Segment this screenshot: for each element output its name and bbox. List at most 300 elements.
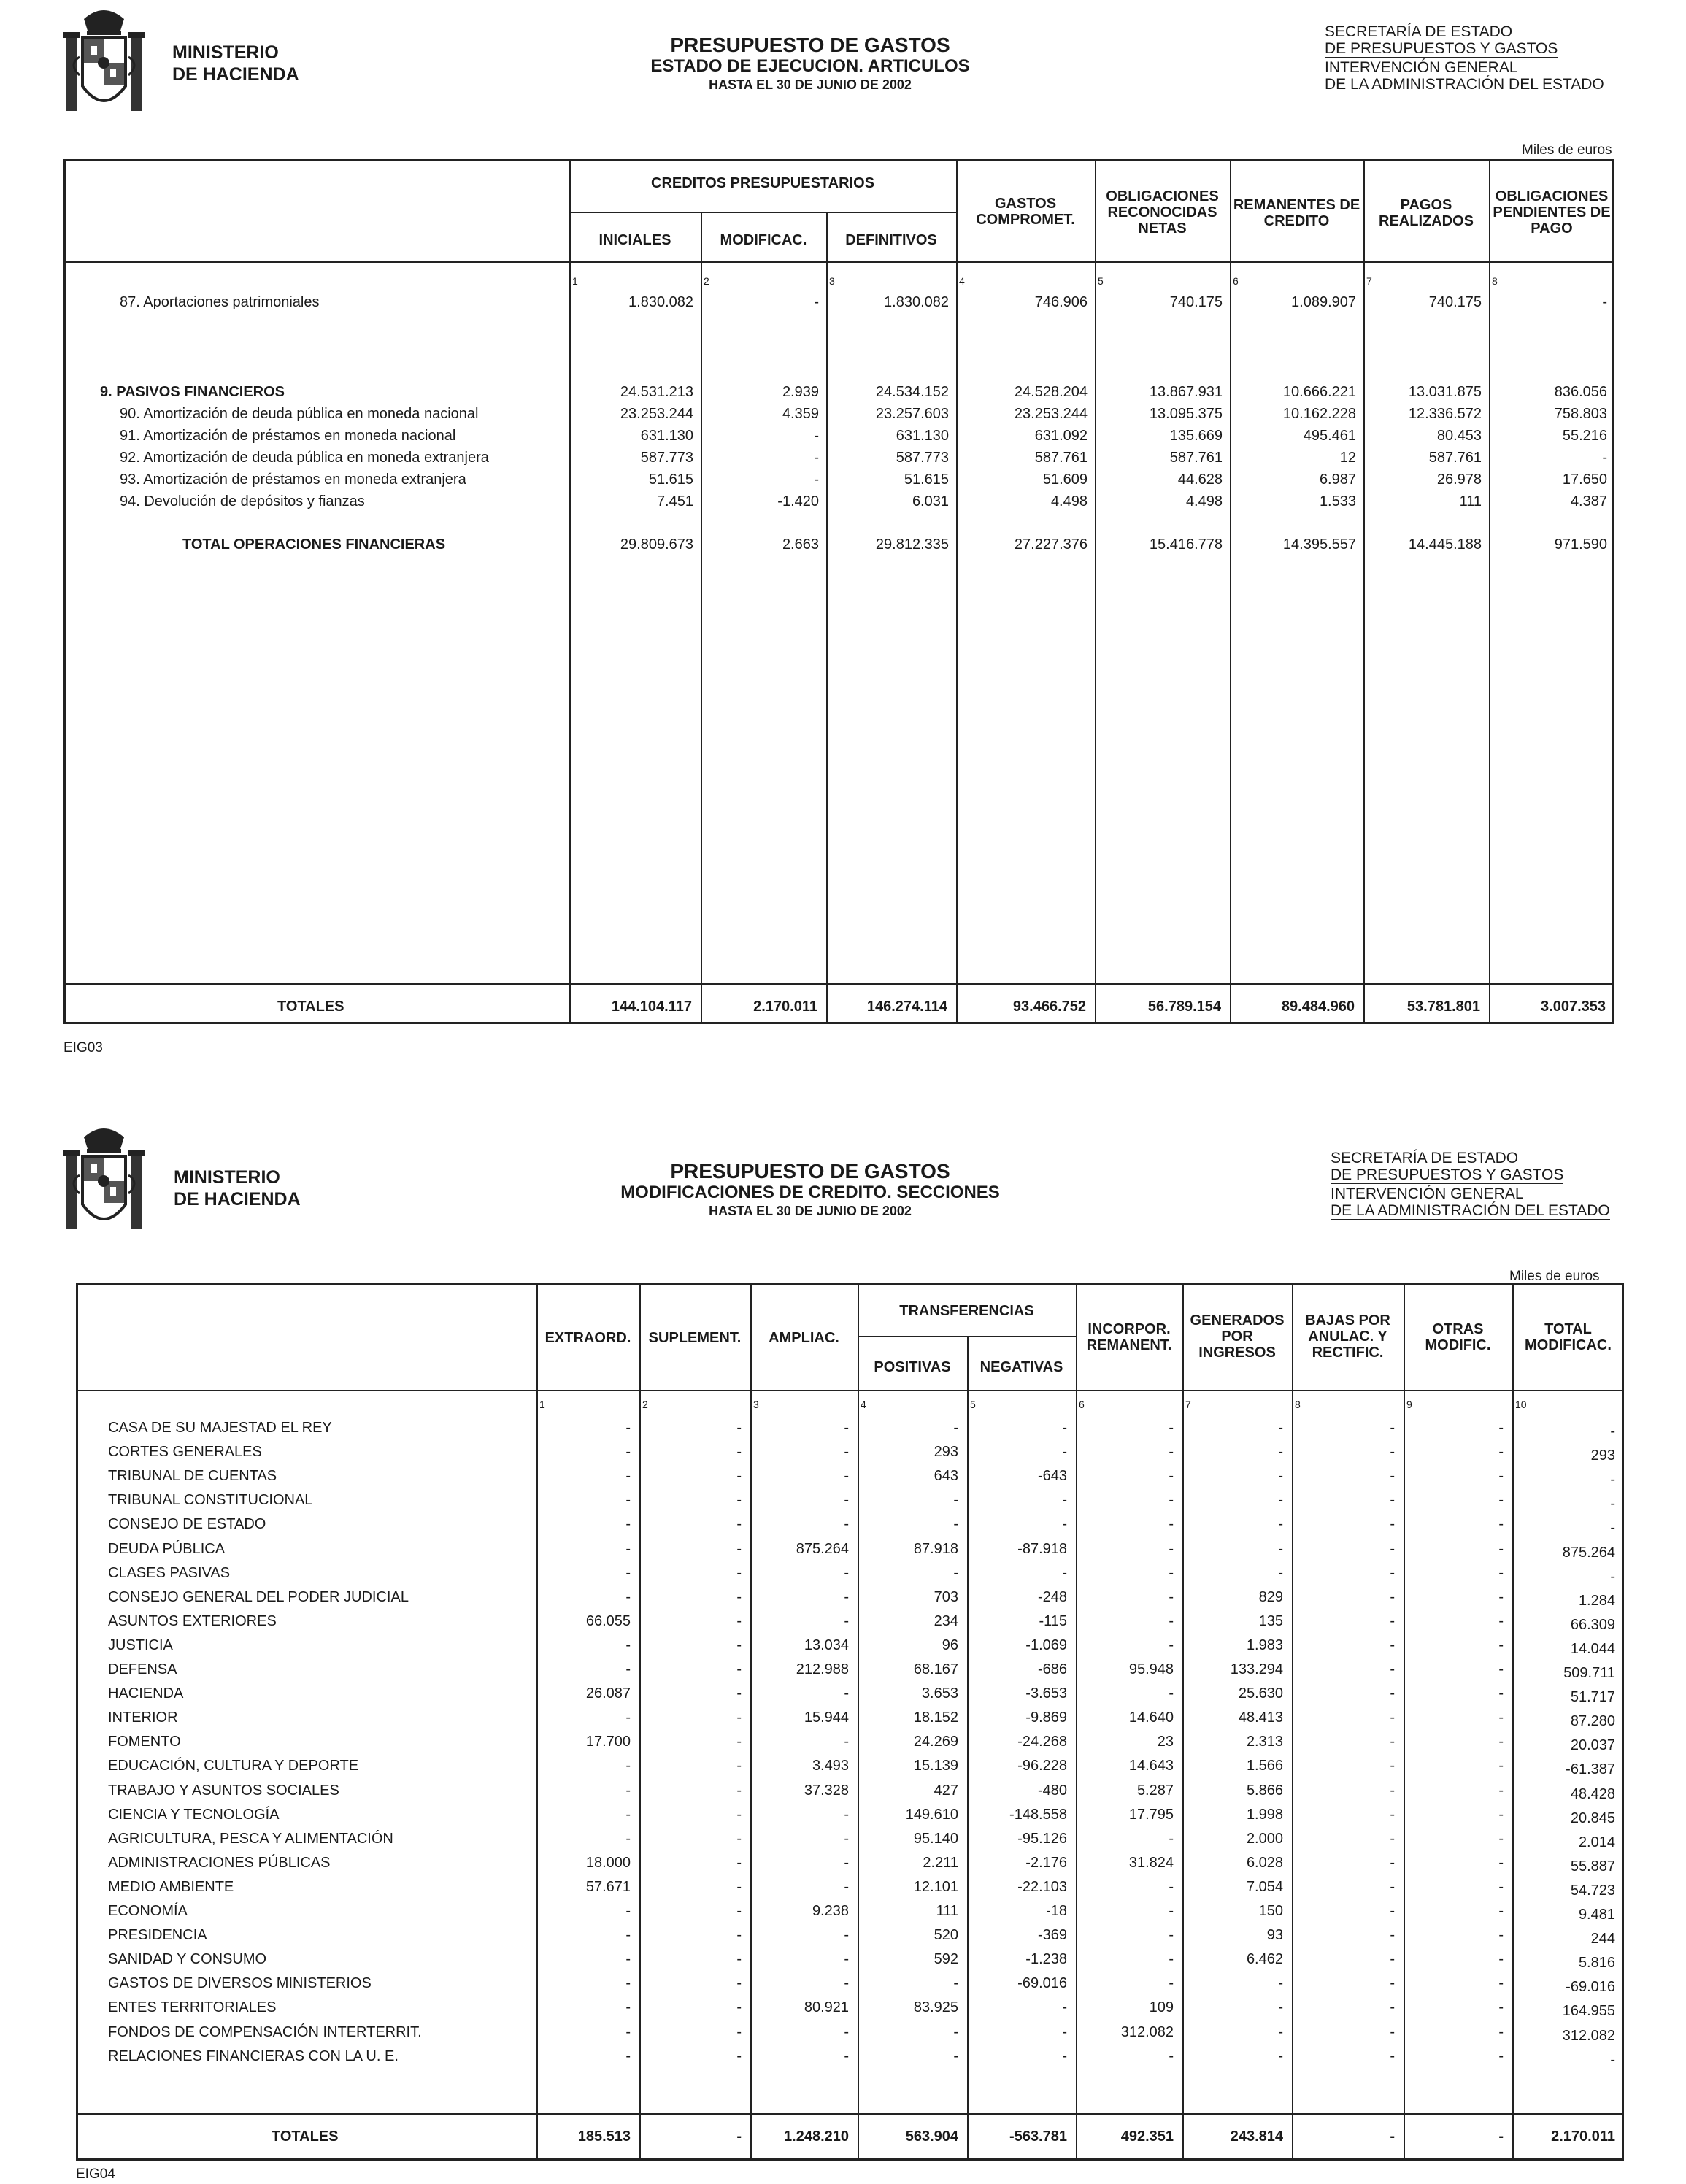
table-cell: - <box>1390 1927 1395 1943</box>
table-cell: - <box>814 294 819 310</box>
table-cell: - <box>625 1783 631 1799</box>
table-cell: - <box>1169 1565 1174 1581</box>
row-label: 92. Amortización de deuda pública en moneda extranjera <box>120 450 489 466</box>
table-cell: - <box>1602 450 1607 466</box>
column-header: OBLIGACIONES RECONOCIDAS NETAS <box>1106 188 1219 237</box>
column-header: OBLIGACIONES PENDIENTES DE PAGO <box>1493 188 1611 237</box>
table-cell: 15.944 <box>804 1710 849 1726</box>
row-label: HACIENDA <box>108 1685 184 1702</box>
table-cell: - <box>1390 1951 1395 1967</box>
table-cell: 212.988 <box>796 1661 849 1677</box>
column-number: 3 <box>829 275 835 287</box>
table-cell: - <box>625 1927 631 1943</box>
table-cell: - <box>1498 1807 1504 1823</box>
table-cell: - <box>1169 1492 1174 1508</box>
table-cell: - <box>1390 1492 1395 1508</box>
table-cell: - <box>1278 1565 1283 1581</box>
office-line-2: DE PRESUPUESTOS Y GASTOS <box>1331 1166 1564 1183</box>
table-cell: - <box>844 1613 849 1629</box>
ministry-name <box>174 1166 301 1210</box>
office-line-1: SECRETARÍA DE ESTADO <box>1325 23 1513 40</box>
column-number: 1 <box>572 275 578 287</box>
table-cell: - <box>1062 1444 1067 1460</box>
table-cell: -3.653 <box>1025 1685 1067 1702</box>
table-cell: - <box>1278 1492 1283 1508</box>
table-cell: 509.711 <box>1563 1665 1615 1681</box>
table-cell: -24.268 <box>1017 1734 1067 1750</box>
column-header: OTRAS MODIFIC. <box>1425 1321 1491 1353</box>
table-cell: - <box>844 1807 849 1823</box>
column-number: 2 <box>642 1399 648 1410</box>
table-cell: -369 <box>1037 1927 1067 1943</box>
table-cell: 80.453 <box>1436 428 1482 444</box>
table-cell: 93 <box>1266 1927 1283 1943</box>
table-cell: 875.264 <box>1562 1545 1615 1561</box>
table-cell: - <box>736 1444 742 1460</box>
table-cell: - <box>1390 1783 1395 1799</box>
table-cell: - <box>1278 1444 1283 1460</box>
report-title: PRESUPUESTO DE GASTOS <box>670 1160 950 1183</box>
table-cell: 14.044 <box>1570 1641 1615 1657</box>
table-cell: - <box>844 1831 849 1847</box>
table-cell: - <box>1169 1589 1174 1605</box>
ministry-line-2: DE HACIENDA <box>174 1189 301 1210</box>
table-cell: - <box>1169 1903 1174 1919</box>
table-cell: 15.416.778 <box>1149 537 1223 553</box>
table-cell: - <box>736 1975 742 1991</box>
table-cell: - <box>1610 2052 1615 2068</box>
table-cell: - <box>736 1468 742 1484</box>
table-cell: -2.176 <box>1025 1855 1067 1871</box>
table-cell: - <box>1498 1710 1504 1726</box>
table-cell: - <box>953 1420 958 1436</box>
table-cell: 631.130 <box>640 428 693 444</box>
table-cell: 875.264 <box>796 1541 849 1557</box>
table-cell: 23 <box>1157 1734 1174 1750</box>
ministry-line-2: DE HACIENDA <box>172 64 299 85</box>
table-cell: - <box>1498 1855 1504 1871</box>
issuing-office <box>1331 1150 1623 1220</box>
table-cell: 5.866 <box>1246 1783 1283 1799</box>
row-label: TOTAL OPERACIONES FINANCIERAS <box>182 537 446 553</box>
row-label: 87. Aportaciones patrimoniales <box>120 294 320 310</box>
table-cell: - <box>1390 1758 1395 1774</box>
table-cell: 2.663 <box>782 537 819 553</box>
table-cell: - <box>1390 1734 1395 1750</box>
totals-label: TOTALES <box>277 999 344 1015</box>
totals-cell: - <box>736 2129 742 2145</box>
table-cell: - <box>736 1758 742 1774</box>
column-divider <box>1095 159 1096 1024</box>
table-cell: 164.955 <box>1562 2003 1615 2019</box>
table-cell: - <box>1498 1444 1504 1460</box>
column-number: 5 <box>1098 275 1104 287</box>
table-cell: - <box>1390 1879 1395 1895</box>
table-cell: - <box>1169 1831 1174 1847</box>
table-cell: - <box>953 1516 958 1532</box>
table-cell: - <box>625 1758 631 1774</box>
table-cell: - <box>736 1855 742 1871</box>
group-header: CREDITOS PRESUPUESTARIOS <box>651 175 874 191</box>
column-divider <box>1363 159 1365 1024</box>
column-header: BAJAS POR ANULAC. Y RECTIFIC. <box>1305 1312 1390 1361</box>
table-cell: - <box>1062 1420 1067 1436</box>
table-cell: 2.313 <box>1246 1734 1283 1750</box>
table-cell: 66.309 <box>1570 1617 1615 1633</box>
column-divider <box>956 159 958 1024</box>
table-cell: 703 <box>934 1589 958 1605</box>
row-label: CIENCIA Y TECNOLOGÍA <box>108 1807 280 1823</box>
table-cell: - <box>1390 1807 1395 1823</box>
table-cell: - <box>1169 1516 1174 1532</box>
table-cell: - <box>1169 1468 1174 1484</box>
table-cell: 592 <box>934 1951 958 1967</box>
row-label: FOMENTO <box>108 1734 181 1750</box>
column-header: AMPLIAC. <box>769 1330 839 1346</box>
units-label: Miles de euros <box>1509 1269 1600 1284</box>
table-cell: - <box>1390 1831 1395 1847</box>
table-cell: 4.498 <box>1185 493 1223 510</box>
table-cell: 48.428 <box>1570 1786 1615 1802</box>
column-header: GASTOS COMPROMET. <box>976 196 1075 228</box>
table-cell: -87.918 <box>1017 1541 1067 1557</box>
table-cell: - <box>625 2048 631 2064</box>
table-cell: - <box>1062 1565 1067 1581</box>
row-label: ENTES TERRITORIALES <box>108 1999 277 2015</box>
table-cell: - <box>1169 2048 1174 2064</box>
column-number: 7 <box>1366 275 1372 287</box>
table-cell: - <box>625 1975 631 1991</box>
row-label: 90. Amortización de deuda pública en moneda nacional <box>120 406 479 422</box>
row-label: CORTES GENERALES <box>108 1444 262 1460</box>
column-header: MODIFICAC. <box>720 232 807 248</box>
row-label: JUSTICIA <box>108 1637 173 1653</box>
table-cell: - <box>1498 1516 1504 1532</box>
table-cell: 1.983 <box>1246 1637 1283 1653</box>
row-label: TRIBUNAL DE CUENTAS <box>108 1468 277 1484</box>
row-label: TRABAJO Y ASUNTOS SOCIALES <box>108 1783 339 1799</box>
table-cell: - <box>1498 1492 1504 1508</box>
row-label: 93. Amortización de préstamos en moneda extranjera <box>120 472 466 488</box>
table-cell: - <box>1498 1637 1504 1653</box>
row-label: PRESIDENCIA <box>108 1927 207 1943</box>
totals-cell: 492.351 <box>1120 2129 1174 2145</box>
column-number: 3 <box>753 1399 759 1410</box>
table-cell: - <box>736 1879 742 1895</box>
table-cell: - <box>1390 1661 1395 1677</box>
table-cell: -22.103 <box>1017 1879 1067 1895</box>
table-cell: - <box>1498 1589 1504 1605</box>
table-cell: 24.534.152 <box>875 384 949 400</box>
table-cell: - <box>1610 1496 1615 1512</box>
table-cell: - <box>844 1420 849 1436</box>
table-cell: - <box>1062 1492 1067 1508</box>
group-header: TRANSFERENCIAS <box>899 1303 1034 1319</box>
table-cell: - <box>953 2048 958 2064</box>
table-cell: - <box>1610 1472 1615 1488</box>
table-cell: - <box>736 1637 742 1653</box>
table-cell: - <box>844 1685 849 1702</box>
table-cell: - <box>625 1565 631 1581</box>
table-cell: - <box>1498 1951 1504 1967</box>
table-cell: 13.867.931 <box>1149 384 1223 400</box>
totals-cell: 89.484.960 <box>1281 999 1355 1015</box>
table-cell: 1.830.082 <box>628 294 693 310</box>
table-cell: - <box>1390 1637 1395 1653</box>
totals-cell: -563.781 <box>1009 2129 1067 2145</box>
table-cell: - <box>1498 2048 1504 2064</box>
header-divider <box>76 1390 1624 1391</box>
totals-cell: 563.904 <box>905 2129 958 2145</box>
table-cell: 95.948 <box>1128 1661 1174 1677</box>
table-cell: -9.869 <box>1025 1710 1067 1726</box>
table-cell: 312.082 <box>1562 2028 1615 2044</box>
column-divider <box>826 212 828 1024</box>
table-cell: 2.211 <box>923 1855 958 1871</box>
table-cell: - <box>1390 1710 1395 1726</box>
totals-cell: 93.466.752 <box>1012 999 1086 1015</box>
table-cell: 2.939 <box>782 384 819 400</box>
table-cell: - <box>844 2024 849 2040</box>
table-cell: 6.028 <box>1246 1855 1283 1871</box>
totals-cell: 146.274.114 <box>866 999 947 1015</box>
table-cell: 23.253.244 <box>620 406 693 422</box>
group-divider <box>569 212 956 213</box>
table-cell: -1.420 <box>777 493 819 510</box>
table-cell: 1.284 <box>1578 1593 1615 1609</box>
table-cell: 31.824 <box>1128 1855 1174 1871</box>
table-cell: - <box>844 1565 849 1581</box>
table-cell: - <box>625 1420 631 1436</box>
row-label: ECONOMÍA <box>108 1903 188 1919</box>
table-cell: 25.630 <box>1238 1685 1283 1702</box>
column-header: TOTAL MODIFICAC. <box>1525 1321 1612 1353</box>
table-cell: - <box>736 1807 742 1823</box>
table-cell: -115 <box>1039 1613 1067 1629</box>
table-cell: 17.650 <box>1562 472 1607 488</box>
table-cell: - <box>1278 1541 1283 1557</box>
table-cell: 427 <box>934 1783 958 1799</box>
column-number: 6 <box>1233 275 1239 287</box>
table-cell: - <box>1498 1783 1504 1799</box>
totals-label: TOTALES <box>272 2129 339 2145</box>
table-cell: 5.287 <box>1136 1783 1174 1799</box>
report-subtitle: ESTADO DE EJECUCION. ARTICULOS <box>650 56 970 76</box>
table-cell: 51.609 <box>1042 472 1088 488</box>
row-label: INTERIOR <box>108 1710 178 1726</box>
table-cell: 4.498 <box>1050 493 1088 510</box>
table-cell: 4.387 <box>1570 493 1607 510</box>
table-cell: - <box>1278 1468 1283 1484</box>
table-cell: 87.918 <box>913 1541 958 1557</box>
table-cell: - <box>1062 1516 1067 1532</box>
table-cell: - <box>1390 1468 1395 1484</box>
table-cell: - <box>625 1661 631 1677</box>
table-cell: -148.558 <box>1009 1807 1067 1823</box>
table-cell: 9.481 <box>1578 1907 1615 1923</box>
column-header: POSITIVAS <box>874 1359 951 1375</box>
table-cell: - <box>953 2024 958 2040</box>
table-cell: - <box>1390 1685 1395 1702</box>
column-number: 8 <box>1295 1399 1301 1410</box>
table-cell: - <box>1498 1468 1504 1484</box>
table-cell: 29.812.335 <box>875 537 949 553</box>
row-label: CLASES PASIVAS <box>108 1565 231 1581</box>
table-frame <box>63 159 1614 1024</box>
table-cell: 587.761 <box>1428 450 1482 466</box>
table-cell: 135 <box>1258 1613 1283 1629</box>
column-number: 5 <box>970 1399 976 1410</box>
row-label: TRIBUNAL CONSTITUCIONAL <box>108 1492 313 1508</box>
table-cell: 15.139 <box>913 1758 958 1774</box>
column-number: 1 <box>539 1399 545 1410</box>
table-cell: 12.336.572 <box>1408 406 1482 422</box>
table-cell: 48.413 <box>1238 1710 1283 1726</box>
table-cell: 80.921 <box>804 1999 849 2015</box>
table-cell: 587.761 <box>1034 450 1088 466</box>
table-cell: - <box>814 450 819 466</box>
table-cell: - <box>736 1589 742 1605</box>
table-cell: - <box>625 1637 631 1653</box>
totals-cell: 2.170.011 <box>1551 2129 1615 2145</box>
column-number: 4 <box>959 275 965 287</box>
table-cell: 1.830.082 <box>884 294 949 310</box>
row-label: 9. PASIVOS FINANCIEROS <box>100 384 285 400</box>
column-number: 2 <box>704 275 709 287</box>
table-cell: 6.462 <box>1246 1951 1283 1967</box>
table-cell: 2.014 <box>1578 1834 1615 1850</box>
table-cell: - <box>1169 1685 1174 1702</box>
table-cell: - <box>1062 2024 1067 2040</box>
report-heading <box>555 1161 1066 1219</box>
table-cell: 13.095.375 <box>1149 406 1223 422</box>
table-cell: 14.395.557 <box>1282 537 1356 553</box>
table-cell: - <box>1062 2048 1067 2064</box>
table-cell: - <box>625 1807 631 1823</box>
row-label: ASUNTOS EXTERIORES <box>108 1613 277 1629</box>
table-cell: - <box>1498 1879 1504 1895</box>
table-cell: - <box>625 1903 631 1919</box>
table-cell: - <box>1390 1589 1395 1605</box>
table-cell: - <box>1169 1637 1174 1653</box>
totals-cell: 2.170.011 <box>753 999 817 1015</box>
table-cell: - <box>953 1492 958 1508</box>
table-cell: - <box>1498 1758 1504 1774</box>
table-cell: 758.803 <box>1554 406 1607 422</box>
table-cell: - <box>1610 1569 1615 1585</box>
table-cell: 14.643 <box>1128 1758 1174 1774</box>
table-cell: - <box>1498 1661 1504 1677</box>
ministry-name <box>172 42 299 85</box>
table-cell: -61.387 <box>1566 1761 1615 1777</box>
table-cell: 23.253.244 <box>1014 406 1088 422</box>
table-cell: 6.987 <box>1319 472 1356 488</box>
table-cell: 96 <box>942 1637 958 1653</box>
table-cell: 13.034 <box>804 1637 849 1653</box>
table-cell: 3.493 <box>812 1758 849 1774</box>
table-cell: - <box>1498 1903 1504 1919</box>
table-cell: -69.016 <box>1566 1979 1615 1995</box>
table-cell: 6.031 <box>912 493 949 510</box>
table-cell: - <box>625 1999 631 2015</box>
table-cell: 149.610 <box>905 1807 958 1823</box>
page-code: EIG03 <box>63 1040 103 1056</box>
row-label: AGRICULTURA, PESCA Y ALIMENTACIÓN <box>108 1831 393 1847</box>
table-cell: -18 <box>1046 1903 1067 1919</box>
row-label: GASTOS DE DIVERSOS MINISTERIOS <box>108 1975 372 1991</box>
report-heading <box>555 34 1066 93</box>
table-cell: - <box>1390 1999 1395 2015</box>
report-date: HASTA EL 30 DE JUNIO DE 2002 <box>709 77 912 92</box>
table-cell: - <box>844 1951 849 1967</box>
table-cell: - <box>1390 2048 1395 2064</box>
office-line-2: DE PRESUPUESTOS Y GASTOS <box>1325 40 1558 57</box>
totals-cell: 144.104.117 <box>611 999 692 1015</box>
table-cell: - <box>736 1927 742 1943</box>
table-cell: -69.016 <box>1017 1975 1067 1991</box>
row-label: CONSEJO DE ESTADO <box>108 1516 266 1532</box>
table-cell: 1.533 <box>1319 493 1356 510</box>
table-cell: 55.216 <box>1562 428 1607 444</box>
table-cell: - <box>1390 1420 1395 1436</box>
office-line-4: DE LA ADMINISTRACIÓN DEL ESTADO <box>1325 76 1604 93</box>
table-cell: 87.280 <box>1570 1713 1615 1729</box>
table-cell: - <box>625 2024 631 2040</box>
coat-of-arms-logo <box>62 6 146 115</box>
totals-cell: 3.007.353 <box>1541 999 1606 1015</box>
table-cell: - <box>736 1999 742 2015</box>
table-cell: - <box>1498 2024 1504 2040</box>
table-cell: -1.238 <box>1025 1951 1067 1967</box>
table-cell: - <box>625 1541 631 1557</box>
table-cell: - <box>736 1685 742 1702</box>
totals-cell: 53.781.801 <box>1406 999 1480 1015</box>
row-label: SANIDAD Y CONSUMO <box>108 1951 267 1967</box>
table-cell: -643 <box>1037 1468 1067 1484</box>
table-cell: - <box>1169 1927 1174 1943</box>
table-cell: 5.816 <box>1578 1955 1615 1971</box>
table-cell: -480 <box>1037 1783 1067 1799</box>
table-cell: - <box>1278 2024 1283 2040</box>
table-cell: 1.089.907 <box>1291 294 1356 310</box>
table-cell: - <box>1498 1975 1504 1991</box>
table-cell: 44.628 <box>1177 472 1223 488</box>
column-divider <box>1489 159 1490 1024</box>
table-cell: - <box>1498 1831 1504 1847</box>
table-cell: - <box>736 1492 742 1508</box>
table-cell: 4.359 <box>782 406 819 422</box>
table-cell: - <box>844 1927 849 1943</box>
table-cell: - <box>1390 1516 1395 1532</box>
table-cell: 95.140 <box>913 1831 958 1847</box>
units-label: Miles de euros <box>1522 142 1612 158</box>
table-cell: 2.000 <box>1246 1831 1283 1847</box>
table-cell: - <box>1498 1613 1504 1629</box>
totals-divider <box>63 983 1614 985</box>
table-cell: - <box>844 1444 849 1460</box>
table-cell: - <box>844 1589 849 1605</box>
table-cell: 26.978 <box>1436 472 1482 488</box>
column-header: NEGATIVAS <box>979 1359 1063 1375</box>
table-cell: - <box>1610 1423 1615 1439</box>
row-label: EDUCACIÓN, CULTURA Y DEPORTE <box>108 1758 359 1774</box>
table-cell: - <box>736 1661 742 1677</box>
table-cell: - <box>844 1468 849 1484</box>
table-cell: - <box>953 1975 958 1991</box>
table-cell: 24.528.204 <box>1014 384 1088 400</box>
column-divider <box>701 212 702 1024</box>
table-cell: 37.328 <box>804 1783 849 1799</box>
